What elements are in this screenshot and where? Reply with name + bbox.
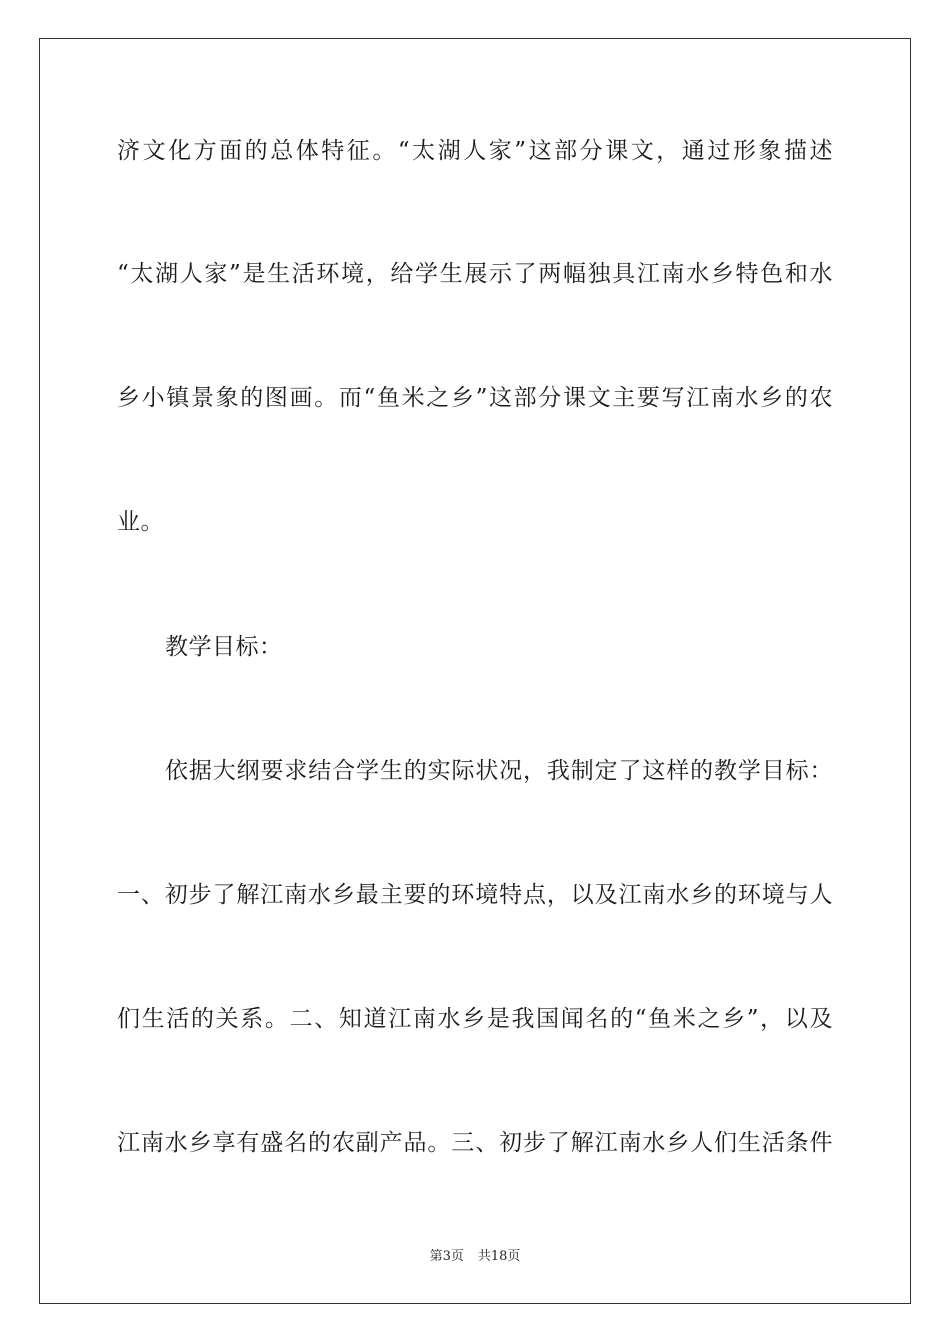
body-text-line-3: 乡小镇景象的图画。而“鱼米之乡”这部分课文主要写江南水乡的农 bbox=[117, 385, 833, 411]
page-frame bbox=[39, 38, 911, 1304]
page-number: 第3页 bbox=[429, 1249, 464, 1264]
body-text-line-8: 们生活的关系。二、知道江南水乡是我国闻名的“鱼米之乡”，以及 bbox=[117, 1006, 833, 1032]
body-text-line-9: 江南水乡享有盛名的农副产品。三、初步了解江南水乡人们生活条件 bbox=[117, 1130, 833, 1156]
body-text-line-4: 业。 bbox=[117, 509, 164, 535]
body-text-line-7: 一、初步了解江南水乡最主要的环境特点，以及江南水乡的环境与人 bbox=[117, 882, 833, 908]
page-footer bbox=[0, 1248, 950, 1266]
body-text-line-1: 济文化方面的总体特征。“太湖人家”这部分课文，通过形象描述 bbox=[117, 138, 833, 164]
body-text-line-6: 依据大纲要求结合学生的实际状况，我制定了这样的教学目标： bbox=[165, 758, 833, 784]
body-text-line-2: “太湖人家”是生活环境，给学生展示了两幅独具江南水乡特色和水 bbox=[117, 261, 833, 287]
section-heading-teaching-goals: 教学目标： bbox=[165, 634, 283, 660]
page-total: 共18页 bbox=[477, 1249, 521, 1264]
